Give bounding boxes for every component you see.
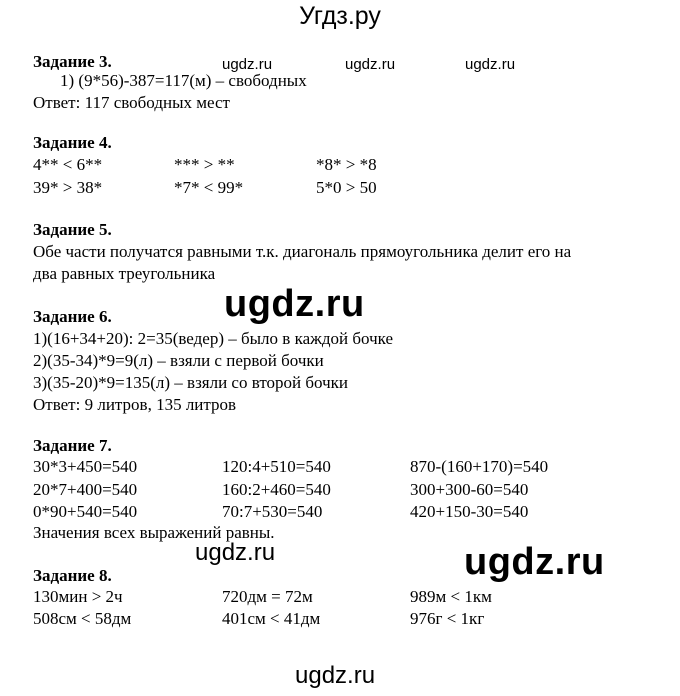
task-4-cell: *** > **	[174, 155, 235, 174]
task-8-title: Задание 8.	[33, 566, 112, 585]
site-header: Угдз.ру	[299, 2, 381, 30]
task-6-answer: Ответ: 9 литров, 135 литров	[33, 395, 237, 414]
watermark: ugdz.ru	[222, 56, 273, 73]
task-4-title: Задание 4.	[33, 133, 112, 152]
task-7-cell: 70:7+530=540	[222, 502, 323, 521]
task-7-cell: 0*90+540=540	[33, 502, 138, 521]
task-7-cell: 20*7+400=540	[33, 480, 138, 499]
task-7-cell: 420+150-30=540	[410, 502, 529, 521]
task-7-conclusion: Значения всех выражений равны.	[33, 523, 275, 542]
task-8-cell: 989м < 1км	[410, 587, 492, 606]
task-8-cell: 508см < 58дм	[33, 609, 132, 628]
task-4-cell: *7* < 99*	[174, 178, 244, 197]
task-6-line: 2)(35-34)*9=9(л) – взяли с первой бочки	[33, 351, 324, 370]
watermark: ugdz.ru	[224, 283, 365, 325]
task-8-cell: 720дм = 72м	[222, 587, 313, 606]
task-7-cell: 300+300-60=540	[410, 480, 529, 499]
task-3-line: 1) (9*56)-387=117(м) – свободных	[60, 71, 307, 90]
task-4-cell: 39* > 38*	[33, 178, 103, 197]
watermark: ugdz.ru	[295, 662, 376, 689]
task-6-line: 3)(35-20)*9=135(л) – взяли со второй бочки	[33, 373, 348, 392]
task-4-cell: *8* > *8	[316, 155, 377, 174]
watermark: ugdz.ru	[345, 56, 396, 73]
task-5-line: два равных треугольника	[33, 264, 216, 283]
task-5-line: Обе части получатся равными т.к. диагональ прямоугольника делит его на	[33, 242, 572, 261]
task-7-title: Задание 7.	[33, 436, 112, 455]
task-7-cell: 120:4+510=540	[222, 457, 331, 476]
watermark: ugdz.ru	[464, 541, 605, 583]
task-7-cell: 160:2+460=540	[222, 480, 331, 499]
task-4-cell: 5*0 > 50	[316, 178, 377, 197]
task-8-cell: 976г < 1кг	[410, 609, 485, 628]
task-6-title: Задание 6.	[33, 307, 112, 326]
task-8-cell: 130мин > 2ч	[33, 587, 123, 606]
task-4-cell: 4** < 6**	[33, 155, 103, 174]
task-7-cell: 870-(160+170)=540	[410, 457, 549, 476]
watermark: ugdz.ru	[195, 539, 276, 566]
task-3-title: Задание 3.	[33, 52, 112, 71]
task-6-line: 1)(16+34+20): 2=35(ведер) – было в каждой бочке	[33, 329, 393, 348]
watermark: ugdz.ru	[465, 56, 516, 73]
task-7-cell: 30*3+450=540	[33, 457, 138, 476]
task-5-title: Задание 5.	[33, 220, 112, 239]
task-3-answer: Ответ: 117 свободных мест	[33, 93, 230, 112]
task-8-cell: 401см < 41дм	[222, 609, 321, 628]
